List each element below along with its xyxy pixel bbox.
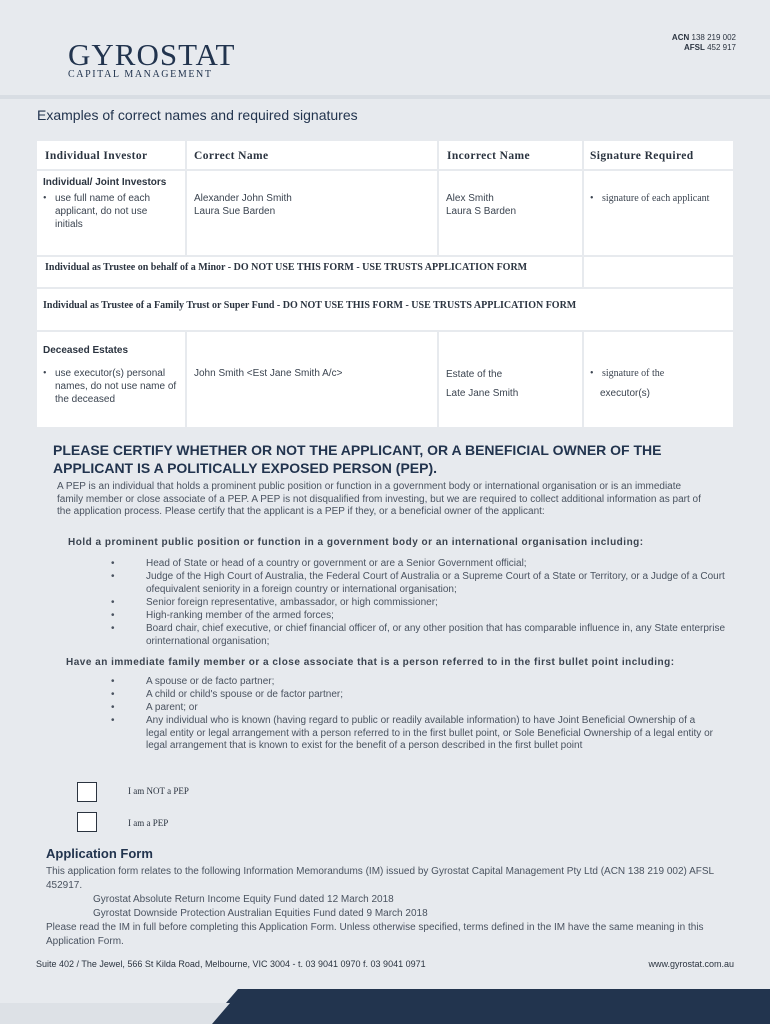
incorrect-name-1: Estate of the [446, 369, 503, 380]
column-divider [437, 141, 439, 255]
application-intro: This application form relates to the following Information Memorandums (IM) issued by Gyrostat Capital Management Pty Ltd (ACN 138 219 002) AFSL 452917. [46, 866, 714, 891]
investor-instruction: use full name of each applicant, do not use initials [55, 193, 151, 230]
group1-heading: Hold a prominent public position or function in a government body or an international organisation including: [68, 537, 644, 548]
row-heading-individual: Individual/ Joint Investors [43, 177, 167, 188]
group2-heading: Have an immediate family member or a close associate that is a person referred to in the first bullet point including: [66, 657, 675, 668]
footer-address: Suite 402 / The Jewel, 566 St Kilda Road, Melbourne, VIC 3004 - t. 03 9041 0970 f. 03 9041 0971 [36, 959, 426, 969]
pep-item: A child or child's spouse or de factor partner; [146, 689, 344, 700]
fund-item: Gyrostat Absolute Return Income Equity Fund dated 12 March 2018 [93, 894, 394, 905]
acn-label: ACN [671, 33, 690, 42]
column-header-signature: Signature Required [590, 150, 694, 162]
bullet: • [111, 689, 115, 700]
logo-name: GYROSTAT [68, 37, 236, 72]
pep-item: Senior foreign representative, ambassador, or high commissioner; [146, 597, 438, 608]
application-note: Please read the IM in full before completing this Application Form. Unless otherwise specified, terms defined in the IM have the same meaning in this Application Form. [46, 922, 704, 947]
bullet: • [111, 623, 115, 634]
page-header [0, 0, 770, 95]
table-divider [37, 169, 733, 171]
bullet: • [43, 368, 47, 379]
fund-item: Gyrostat Downside Protection Australian Equities Fund dated 9 March 2018 [93, 908, 428, 919]
signature-required-1: signature of the [602, 368, 665, 379]
column-header-incorrect: Incorrect Name [447, 150, 530, 162]
pep-item: Board chair, chief executive, or chief financial officer of, or any other position that has comparable influence in, any State enterprise orinternational organisation; [146, 623, 726, 647]
column-header-correct: Correct Name [194, 150, 269, 162]
column-divider [185, 330, 187, 427]
incorrect-name-2: Late Jane Smith [446, 388, 519, 399]
bullet: • [111, 702, 115, 713]
acn-value: 138 219 002 [691, 33, 736, 42]
not-pep-label: I am NOT a PEP [128, 786, 189, 796]
pep-intro: A PEP is an individual that holds a prominent public position or function in a government body or international organisation or is an immediate family member or close associate of a PEP. A PEP is not disqualified from investing, but we are required to collect additional information as part of the application process. Please certify that the applicant is a PEP if they, or a beneficial owner of the applicant: [57, 481, 701, 518]
bullet: • [590, 193, 594, 204]
incorrect-name-2: Laura S Barden [446, 206, 517, 217]
bullet: • [111, 571, 115, 582]
column-divider [582, 330, 584, 427]
table-divider [37, 255, 733, 257]
pep-item: A parent; or [146, 702, 198, 713]
examples-title: Examples of correct names and required signatures [37, 107, 358, 123]
column-divider [437, 330, 439, 427]
pep-item: Head of State or head of a country or government or are a Senior Government official; [146, 558, 527, 569]
bullet: • [111, 597, 115, 608]
table-divider [37, 330, 733, 332]
bullet: • [111, 715, 115, 726]
investor-instruction: use executor(s) personal names, do not use name of the deceased [55, 368, 177, 405]
pep-item: Judge of the High Court of Australia, the Federal Court of Australia or a Supreme Court of a State or Territory, or a Judge of a Court ofequivalent seniority in a foreign country or international organisation; [146, 571, 725, 595]
correct-name-1: Alexander John Smith [194, 193, 292, 204]
company-logo [68, 37, 236, 80]
signature-required-2: executor(s) [600, 388, 651, 399]
not-pep-checkbox[interactable] [77, 782, 97, 802]
is-pep-checkbox[interactable] [77, 812, 97, 832]
bullet: • [111, 610, 115, 621]
pep-item: High-ranking member of the armed forces; [146, 610, 334, 621]
pep-title: PLEASE CERTIFY WHETHER OR NOT THE APPLICANT, OR A BENEFICIAL OWNER OF THE APPLICANT IS A POLITICALLY EXPOSED PERSON (PEP). [53, 442, 662, 476]
bullet: • [111, 676, 115, 687]
examples-table [37, 141, 733, 427]
afsl-value: 452 917 [707, 43, 736, 52]
pep-item: A spouse or de facto partner; [146, 676, 275, 687]
row-heading-deceased: Deceased Estates [43, 345, 129, 356]
table-divider [37, 287, 733, 289]
logo-subtitle: CAPITAL MANAGEMENT [68, 69, 213, 80]
column-divider [582, 141, 584, 287]
incorrect-name-1: Alex Smith [446, 193, 494, 204]
pep-item: Any individual who is known (having regard to public or readily available information) to have Joint Beneficial Ownership of a legal entity or legal arrangement with a person referred to in the first bullet point, or Sole Beneficial Ownership of a legal entity or legal arrangement that is known to exist for the benefit of a person described in the first bullet point [146, 715, 713, 752]
application-title: Application Form [46, 846, 153, 861]
signature-required: signature of each applicant [602, 193, 710, 204]
bullet: • [43, 193, 47, 204]
afsl-label: AFSL [683, 43, 705, 52]
license-info [672, 33, 736, 53]
is-pep-label: I am a PEP [128, 818, 169, 828]
column-header-investor: Individual Investor [45, 150, 148, 162]
trustee-minor-note: Individual as Trustee on behalf of a Minor - DO NOT USE THIS FORM - USE TRUSTS APPLICATION FORM [45, 262, 528, 273]
column-divider [185, 141, 187, 255]
header-divider [0, 95, 770, 99]
trustee-family-note: Individual as Trustee of a Family Trust or Super Fund - DO NOT USE THIS FORM - USE TRUSTS APPLICATION FORM [43, 300, 577, 311]
correct-name: John Smith <Est Jane Smith A/c> [194, 368, 343, 379]
bullet: • [111, 558, 115, 569]
footer-website[interactable]: www.gyrostat.com.au [648, 959, 734, 969]
correct-name-2: Laura Sue Barden [194, 206, 276, 217]
bullet: • [590, 368, 594, 379]
